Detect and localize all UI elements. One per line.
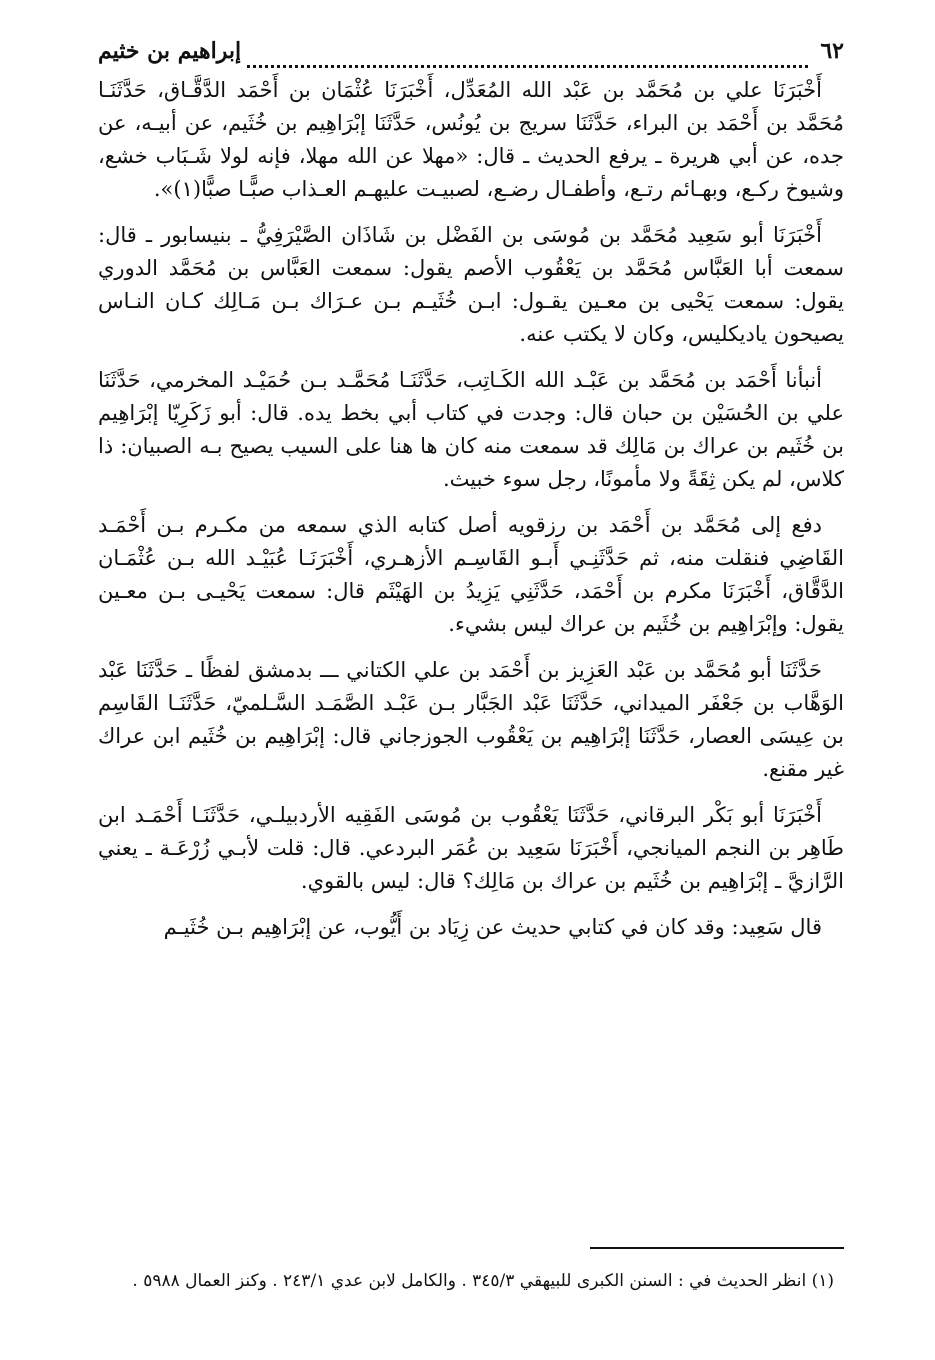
- paragraph-4: دفع إلى مُحَمَّد بن أَحْمَد بن رزقويه أصل كتابه الذي سمعه من مكـرم بـن أَحْمَـد القَاضِي فنقلت منه، ثم حَدَّثَنِـي أَبـو القَاسِـم الأزهـري، أَخْبَرَنَـا عُبَيْـد الله بـن عُثْمَـان الدَّقَّاق، أَخْبَرَنَا مكرم بن أَحْمَد، حَدَّثَنِي يَزِيدُ بن الهَيْثَم قال: سمعت يَحْيـى بـن معـين يقول: وإبْرَاهِيم بن خُثَيم بن عراك ليس بشيء.: [98, 513, 844, 636]
- running-header: [98, 38, 844, 74]
- footnotes: [98, 1266, 844, 1296]
- paragraph-7: قال سَعِيد: وقد كان في كتابي حديث عن زِيَاد بن أَيُّوب، عن إبْرَاهِيم بـن خُثَيـم: [163, 915, 822, 939]
- running-title: إبراهيم بن خثيم: [98, 38, 242, 64]
- footnote-separator: [590, 1247, 844, 1249]
- paragraph-6: أَخْبَرَنَا أبو بَكْر البرقاني، حَدَّثَنَا يَعْقُوب بن مُوسَى الفَقِيه الأردبيلـي، حَدَّثَنَـا أَحْمَـد ابن طَاهِر بن النجم الميانجي، أَخْبَرَنَا سَعِيد بن عُمَر البردعي. قال: قلت لأبـي زُرْعَـة ـ يعني الرَّازيَّ ـ إبْرَاهِيم بن خُثَيم بن عراك بن مَالِك؟ قال: ليس بالقوي.: [98, 803, 844, 893]
- page-number: ٦٢: [820, 38, 844, 64]
- main-text: [98, 74, 844, 944]
- dotted-leader: [247, 64, 808, 68]
- book-page: [98, 38, 844, 957]
- footnote-1: (١) انظر الحديث في : السنن الكبرى للبيهقي ٣٤٥/٣ . والكامل لابن عدي ٢٤٣/١ . وكنز العمال ٥٩٨٨ .: [132, 1271, 834, 1291]
- paragraph-5: حَدَّثَنَا أبو مُحَمَّد بن عَبْد العَزِيز بن أَحْمَد بن علي الكتاني ـــ بدمشق لفظًا ـ حَدَّثَنَا عَبْد الوَهَّاب بن جَعْفَر الميداني، حَدَّثَنَا عَبْد الجَبَّار بـن عَبْـد الصَّمَـد السَّـلميّ، حَدَّثَنَـا القَاسِم بن عِيسَى العصار، حَدَّثَنَا إبْرَاهِيم بن يَعْقُوب الجوزجاني قال: إبْرَاهِيم بن خُثَيم ابن عراك غير مقنع.: [98, 658, 844, 781]
- paragraph-2: أَخْبَرَنَا أبو سَعِيد مُحَمَّد بن مُوسَى بن الفَضْل بن شَاذَان الصَّيْرَفِيُّ ـ بنيسابور ـ قال: سمعت أبا العَبَّاس مُحَمَّد بن يَعْقُوب الأصم يقول: سمعت العَبَّاس بن مُحَمَّد الدوري يقول: سمعت يَحْيى بن معـين يقـول: ابـن خُثَيـم بـن عـرَاك بـن مَـالِك كـان النـاس يصيحون ياديكليس، وكان لا يكتب عنه.: [98, 223, 844, 346]
- paragraph-1: أَخْبَرَنَا علي بن مُحَمَّد بن عَبْد الله المُعَدِّل، أَخْبَرَنَا عُثْمَان بن أَحْمَد الدَّقَّـاق، حَدَّثَنَـا مُحَمَّد بن أَحْمَد بن البراء، حَدَّثَنَا سريج بن يُونُس، حَدَّثَنَا إبْرَاهِيم بن خُثَيم، عن أبيـه، عن جده، عن أبي هريرة ـ يرفع الحديث ـ قال: «مهلا عن الله مهلا، فإنه لولا شَـبَاب خشع، وشيوخ ركـع، وبهـائم رتـع، وأطفـال رضـع، لصبيـت عليهـم العـذاب صبًّـا صبًّا(١)».: [98, 78, 844, 201]
- paragraph-3: أنبأنا أَحْمَد بن مُحَمَّد بن عَبْـد الله الكَـاتِب، حَدَّثَنَـا مُحَمَّـد بـن حُمَيْـد المخرمي، حَدَّثَنَا علي بن الحُسَيْن بن حبان قال: وجدت في كتاب أبي بخط يده. قال: أبو زَكَرِيّا إبْرَاهِيم بن خُثَيم بن عراك بن مَالِك قد سمعت منه كان ها هنا على السيب يصيح بـه الصبيان: ذا كلاس، لم يكن ثِقَةً ولا مأمونًا، رجل سوء خبيث.: [98, 368, 844, 491]
